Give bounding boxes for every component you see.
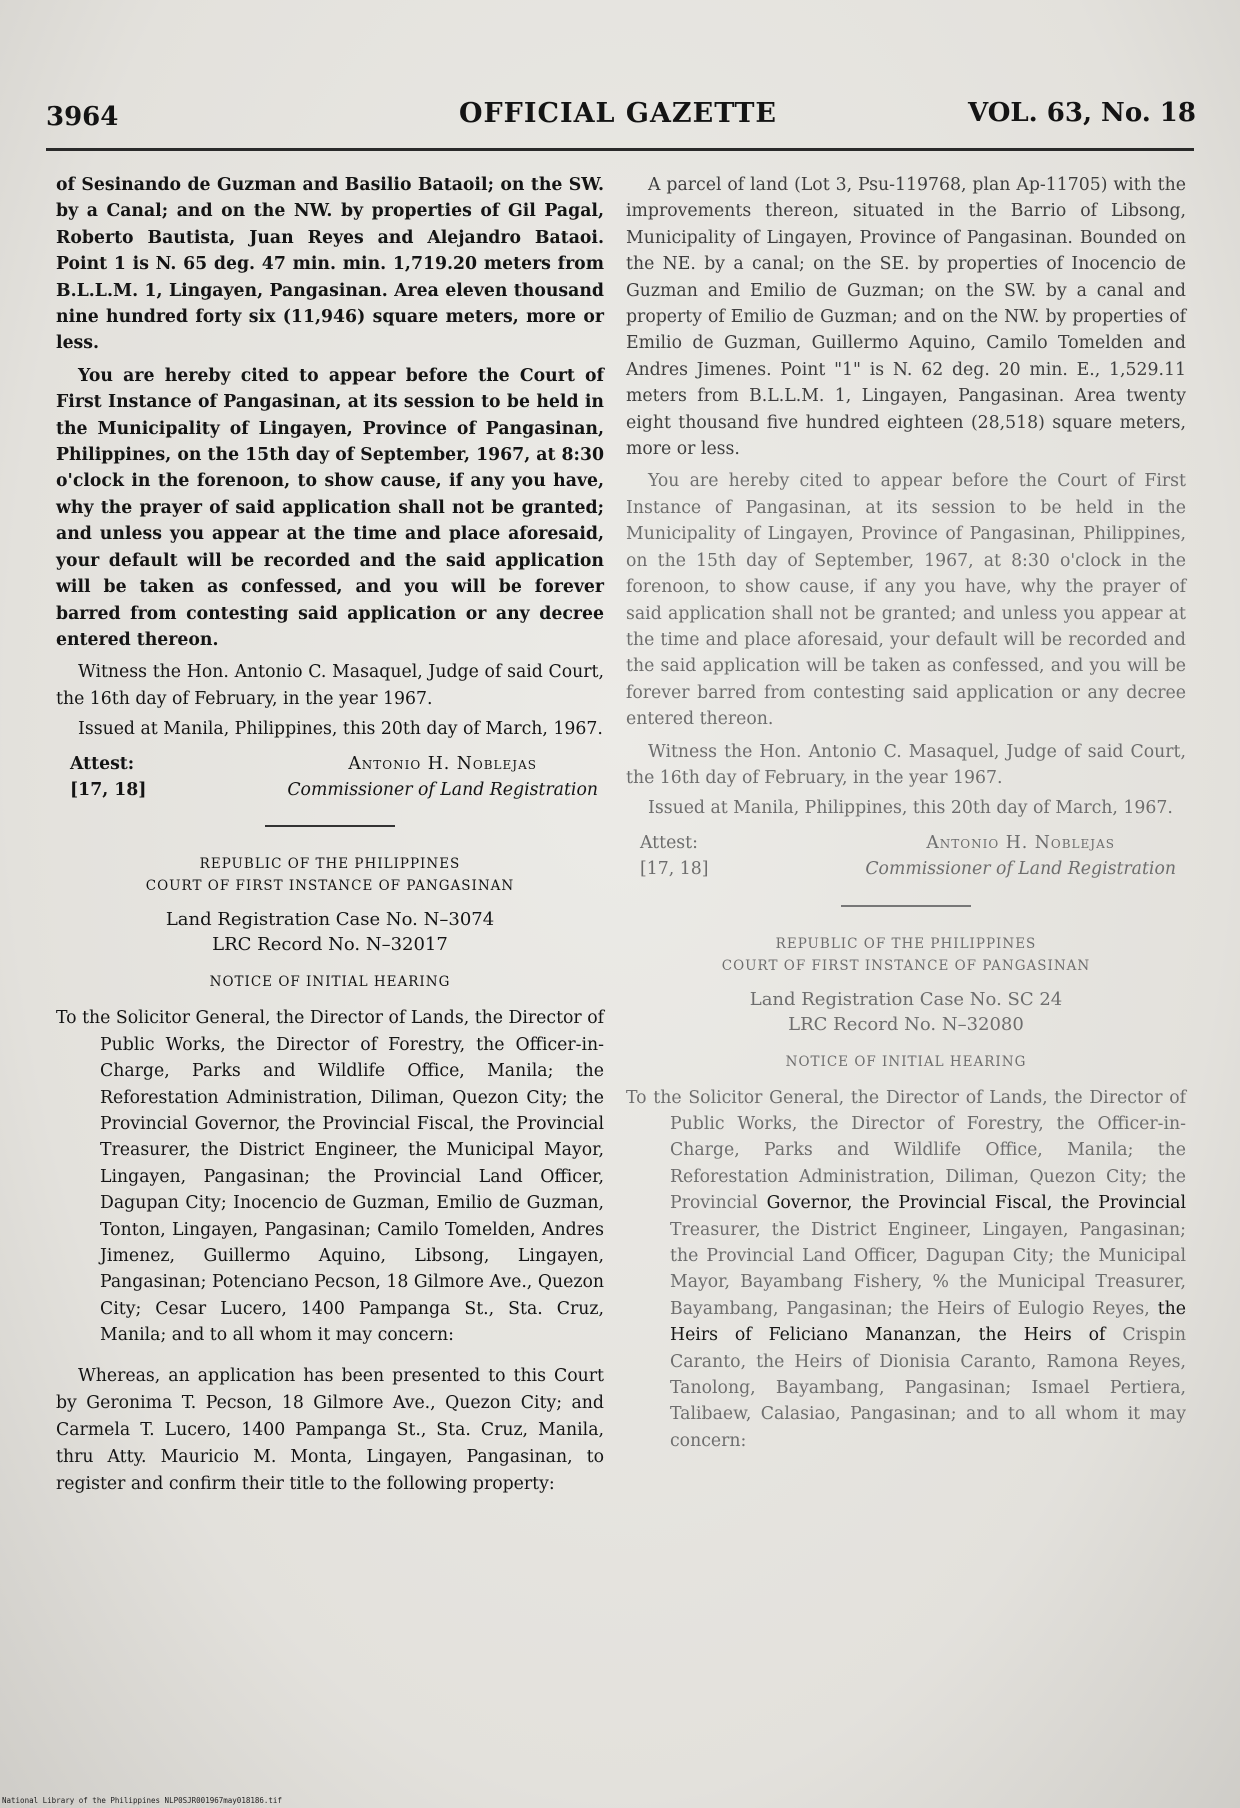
- page-number: 3964: [46, 102, 119, 132]
- section-divider-2: [841, 905, 971, 907]
- right-column: [626, 172, 1186, 1454]
- attest-label: Attest:: [70, 753, 135, 774]
- republic-heading-2: REPUBLIC OF THE PHILIPPINES: [775, 935, 1037, 952]
- issued-paragraph: Issued at Manila, Philippines, this 20th day of March, 1967.: [78, 719, 603, 740]
- commissioner-name: Antonio H. Noblejas: [348, 753, 537, 774]
- witness-paragraph: Witness the Hon. Antonio C. Masaquel, Judge of said Court, the 16th day of February, in the year 1967.: [56, 662, 604, 709]
- republic-heading: REPUBLIC OF THE PHILIPPINES: [199, 856, 461, 873]
- addressee-part-1: To the Solicitor General, the Director of Lands, the Director of Public Works, the Director of Forestry, the Officer-in-Charge, Parks and Wildlife Office, Manila; the Reforestation Administration, Diliman, Quezon City; the Provincial: [626, 1087, 1186, 1214]
- commissioner-title: Commissioner of Land Registration: [287, 779, 598, 800]
- notice-heading: NOTICE OF INITIAL HEARING: [209, 974, 451, 991]
- case-number: Land Registration Case No. N–3074: [165, 909, 495, 931]
- addressee-part-3: Treasurer, the District Engineer, Lingayen, Pangasinan; the Provincial Land Officer, Dagupan City; the Municipal Mayor, Bayambang Fishery, % the Municipal Treasurer, Bayambang, Pangasinan; the Heirs of Eulogio Reyes,: [670, 1219, 1186, 1319]
- attestation-2: [626, 830, 1186, 883]
- addressee-list-2: [626, 1085, 1186, 1455]
- case-number-2: Land Registration Case No. SC 24: [749, 988, 1063, 1010]
- commissioner-title-2: Commissioner of Land Registration: [865, 859, 1176, 880]
- addressee-part-5: Crispin Caranto, the Heirs of Dionisia Caranto, Ramona Reyes, Tanolong, Bayambang, Pangasinan; Ismael Pertiera, Talibaew, Calasiao, Pangasinan; and to all whom it may concern:: [670, 1325, 1186, 1451]
- parcel-description: A parcel of land (Lot 3, Psu-119768, plan Ap-11705) with the improvements thereon, situated in the Barrio of Libsong, Municipality of Lingayen, Province of Pangasinan. Bounded on the NE. by a canal; on the SE. by properties of Inocencio de Guzman and Emilio de Guzman; on the SW. by a canal and property of Emilio de Guzman; and on the NW. by properties of Emilio de Guzman, Guillermo Aquino, Camilo Tomelden and Andres Jimenes. Point "1" is N. 62 deg. 20 min. E., 1,529.11 meters from B.L.L.M. 1, Lingayen, Pangasinan. Area twenty eight thousand five hundred eighteen (28,518) square meters, more or less.: [626, 175, 1186, 460]
- property-description-end: of Sesinando de Guzman and Basilio Bataoil; on the SW. by a Canal; and on the NW. by properties of Gil Pagal, Roberto Bautista, Juan Reyes and Alejandro Bataoi. Point 1 is N. 65 deg. 47 min. min. 1,719.20 meters from B.L.L.M. 1, Lingayen, Pangasinan. Area eleven thousand nine hundred forty six (11,946) square meters, more or less.: [56, 175, 604, 354]
- whereas-paragraph: Whereas, an application has been presented to this Court by Geronima T. Pecson, 18 Gilmore Ave., Quezon City; and Carmela T. Lucero, 1400 Pampanga St., Sta. Cruz, Manila, thru Atty. Mauricio M. Monta, Lingayen, Pangasinan, to register and confirm their title to the following property:: [56, 1365, 604, 1494]
- witness-paragraph-2: Witness the Hon. Antonio C. Masaquel, Judge of said Court, the 16th day of February, in the year 1967.: [626, 741, 1186, 788]
- issued-paragraph-2: Issued at Manila, Philippines, this 20th day of March, 1967.: [648, 798, 1173, 819]
- addressee-list: To the Solicitor General, the Director of Lands, the Director of Public Works, the Director of Forestry, the Officer-in-Charge, Parks and Wildlife Office, Manila; the Reforestation Administration, Diliman, Quezon City; the Provincial Governor, the Provincial Fiscal, the Provincial Treasurer, the District Engineer, the Municipal Mayor, Lingayen, Pangasinan; the Provincial Land Officer, Dagupan City; Inocencio de Guzman, Emilio de Guzman, Tonton, Lingayen, Pangasinan; Camilo Tomelden, Andres Jimenez, Guillermo Aquino, Libsong, Lingayen, Pangasinan; Potenciano Pecson, 18 Gilmore Ave., Quezon City; Cesar Lucero, 1400 Pampanga St., Sta. Cruz, Manila; and to all whom it may concern:: [56, 1008, 604, 1346]
- addressee-part-2: Governor, the Provincial Fiscal, the Provincial: [766, 1193, 1186, 1214]
- section-divider: [265, 825, 395, 827]
- court-heading-2: COURT OF FIRST INSTANCE OF PANGASINAN: [721, 957, 1091, 974]
- volume-number: VOL. 63, No. 18: [968, 98, 1196, 128]
- scan-footer: National Library of the Philippines NLP0SJR001967may018186.tif: [2, 1796, 282, 1805]
- attestation: [56, 751, 604, 804]
- court-heading: COURT OF FIRST INSTANCE OF PANGASINAN: [145, 878, 515, 895]
- issue-reference-2: [17, 18]: [640, 859, 709, 880]
- lrc-record-number-2: LRC Record No. N–32080: [788, 1013, 1024, 1035]
- commissioner-name-2: Antonio H. Noblejas: [926, 832, 1115, 853]
- lrc-record-number: LRC Record No. N–32017: [212, 934, 448, 956]
- issue-reference: [17, 18]: [70, 779, 147, 800]
- citation-paragraph-2: You are hereby cited to appear before the Court of First Instance of Pangasinan, at its session to be held in the Municipality of Lingayen, Province of Pangasinan, Philippines, on the 15th day of September, 1967, at 8:30 o'clock in the forenoon, to show cause, if any you have, why the prayer of said application shall not be granted; and unless you appear at the time and place aforesaid, your default will be recorded and the said application will be taken as confessed, and you will be forever barred from contesting said application or any decree entered thereon.: [626, 471, 1186, 730]
- attest-label-2: Attest:: [640, 832, 698, 853]
- header-rule: [46, 148, 1194, 151]
- notice-heading-2: NOTICE OF INITIAL HEARING: [785, 1053, 1027, 1070]
- addressee-part-4: the Heirs of Feliciano Mananzan, the Heirs of: [670, 1298, 1186, 1346]
- page-header: [40, 98, 1196, 142]
- citation-paragraph: You are hereby cited to appear before the Court of First Instance of Pangasinan, at its session to be held in the Municipality of Lingayen, Province of Pangasinan, Philippines, on the 15th day of September, 1967, at 8:30 o'clock in the forenoon, to show cause, if any you have, why the prayer of said application shall not be granted; and unless you appear at the time and place aforesaid, your default will be recorded and the said application will be taken as confessed, and you will be forever barred from contesting said application or any decree entered thereon.: [56, 365, 604, 650]
- publication-title: OFFICIAL GAZETTE: [458, 98, 778, 129]
- left-column: [56, 172, 604, 1498]
